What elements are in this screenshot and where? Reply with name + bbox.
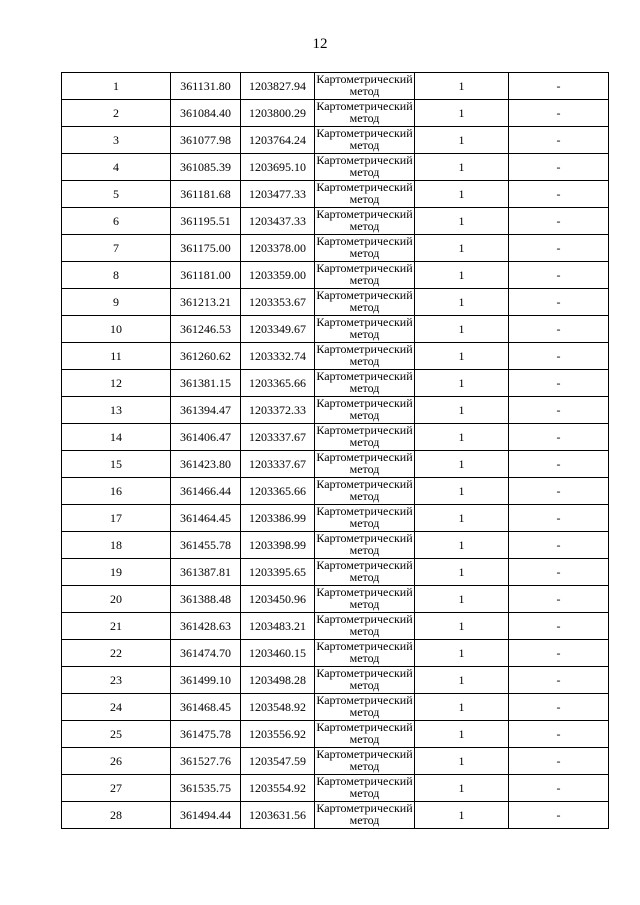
coordinate-x-cell: 361387.81 xyxy=(171,559,241,586)
coordinate-y-cell: 1203827.94 xyxy=(241,73,315,100)
note-cell: - xyxy=(509,505,609,532)
method-cell: Картометрический метод xyxy=(316,504,413,530)
note-cell: - xyxy=(509,181,609,208)
precision-cell: 1 xyxy=(415,775,509,802)
point-number-cell: 22 xyxy=(62,640,171,667)
point-number-cell: 26 xyxy=(62,748,171,775)
note-cell: - xyxy=(509,289,609,316)
table-row xyxy=(62,451,609,478)
point-number-cell: 10 xyxy=(62,316,171,343)
coordinate-x-cell: 361195.51 xyxy=(171,208,241,235)
coordinate-x-cell: 361499.10 xyxy=(171,667,241,694)
table-row xyxy=(62,532,609,559)
precision-cell: 1 xyxy=(415,721,509,748)
precision-cell: 1 xyxy=(415,343,509,370)
method-cell: Картометрический метод xyxy=(316,720,413,746)
method-cell: Картометрический метод xyxy=(316,585,413,611)
page-number: 12 xyxy=(312,36,328,52)
point-number-cell: 8 xyxy=(62,262,171,289)
method-cell: Картометрический метод xyxy=(316,72,413,98)
method-cell: Картометрический метод xyxy=(316,153,413,179)
coordinate-y-cell: 1203460.15 xyxy=(241,640,315,667)
precision-cell: 1 xyxy=(415,451,509,478)
coordinates-table xyxy=(61,72,609,829)
note-cell: - xyxy=(509,316,609,343)
coordinate-x-cell: 361464.45 xyxy=(171,505,241,532)
coordinate-y-cell: 1203395.65 xyxy=(241,559,315,586)
coordinate-y-cell: 1203498.28 xyxy=(241,667,315,694)
method-cell: Картометрический метод xyxy=(316,423,413,449)
coordinate-y-cell: 1203365.66 xyxy=(241,370,315,397)
table-row xyxy=(62,559,609,586)
table-row xyxy=(62,667,609,694)
coordinate-x-cell: 361527.76 xyxy=(171,748,241,775)
coordinate-y-cell: 1203365.66 xyxy=(241,478,315,505)
table-row xyxy=(62,586,609,613)
table-row xyxy=(62,721,609,748)
note-cell: - xyxy=(509,154,609,181)
coordinate-x-cell: 361394.47 xyxy=(171,397,241,424)
note-cell: - xyxy=(509,343,609,370)
method-cell: Картометрический метод xyxy=(316,396,413,422)
table-row xyxy=(62,154,609,181)
coordinate-y-cell: 1203483.21 xyxy=(241,613,315,640)
note-cell: - xyxy=(509,532,609,559)
point-number-cell: 3 xyxy=(62,127,171,154)
table-row xyxy=(62,289,609,316)
method-cell: Картометрический метод xyxy=(316,126,413,152)
coordinate-y-cell: 1203695.10 xyxy=(241,154,315,181)
note-cell: - xyxy=(509,478,609,505)
precision-cell: 1 xyxy=(415,397,509,424)
table-row xyxy=(62,262,609,289)
precision-cell: 1 xyxy=(415,586,509,613)
method-cell: Картометрический метод xyxy=(316,612,413,638)
note-cell: - xyxy=(509,208,609,235)
precision-cell: 1 xyxy=(415,667,509,694)
method-cell: Картометрический метод xyxy=(316,315,413,341)
coordinate-y-cell: 1203349.67 xyxy=(241,316,315,343)
method-cell: Картометрический метод xyxy=(316,774,413,800)
coordinate-x-cell: 361246.53 xyxy=(171,316,241,343)
coordinate-x-cell: 361131.80 xyxy=(171,73,241,100)
point-number-cell: 23 xyxy=(62,667,171,694)
point-number-cell: 5 xyxy=(62,181,171,208)
table-row xyxy=(62,694,609,721)
note-cell: - xyxy=(509,802,609,829)
precision-cell: 1 xyxy=(415,289,509,316)
coordinate-x-cell: 361085.39 xyxy=(171,154,241,181)
note-cell: - xyxy=(509,100,609,127)
method-cell: Картометрический метод xyxy=(316,234,413,260)
coordinate-x-cell: 361455.78 xyxy=(171,532,241,559)
coordinates-table-body xyxy=(62,73,609,829)
coordinate-x-cell: 361474.70 xyxy=(171,640,241,667)
coordinate-x-cell: 361181.68 xyxy=(171,181,241,208)
note-cell: - xyxy=(509,721,609,748)
coordinate-y-cell: 1203372.33 xyxy=(241,397,315,424)
coordinate-y-cell: 1203450.96 xyxy=(241,586,315,613)
method-cell: Картометрический метод xyxy=(316,747,413,773)
table-row xyxy=(62,640,609,667)
note-cell: - xyxy=(509,613,609,640)
precision-cell: 1 xyxy=(415,478,509,505)
coordinate-x-cell: 361260.62 xyxy=(171,343,241,370)
coordinate-y-cell: 1203386.99 xyxy=(241,505,315,532)
precision-cell: 1 xyxy=(415,802,509,829)
coordinate-x-cell: 361084.40 xyxy=(171,100,241,127)
table-row xyxy=(62,613,609,640)
method-cell: Картометрический метод xyxy=(316,180,413,206)
coordinate-y-cell: 1203398.99 xyxy=(241,532,315,559)
point-number-cell: 14 xyxy=(62,424,171,451)
point-number-cell: 18 xyxy=(62,532,171,559)
table-row xyxy=(62,802,609,829)
coordinate-x-cell: 361388.48 xyxy=(171,586,241,613)
point-number-cell: 1 xyxy=(62,73,171,100)
coordinate-y-cell: 1203353.67 xyxy=(241,289,315,316)
precision-cell: 1 xyxy=(415,73,509,100)
point-number-cell: 20 xyxy=(62,586,171,613)
method-cell: Картометрический метод xyxy=(316,531,413,557)
precision-cell: 1 xyxy=(415,181,509,208)
point-number-cell: 28 xyxy=(62,802,171,829)
precision-cell: 1 xyxy=(415,532,509,559)
coordinate-y-cell: 1203337.67 xyxy=(241,424,315,451)
coordinate-y-cell: 1203547.59 xyxy=(241,748,315,775)
method-cell: Картометрический метод xyxy=(316,99,413,125)
table-row xyxy=(62,748,609,775)
coordinate-y-cell: 1203437.33 xyxy=(241,208,315,235)
table-row xyxy=(62,478,609,505)
method-cell: Картометрический метод xyxy=(316,801,413,827)
note-cell: - xyxy=(509,640,609,667)
precision-cell: 1 xyxy=(415,127,509,154)
point-number-cell: 7 xyxy=(62,235,171,262)
point-number-cell: 17 xyxy=(62,505,171,532)
coordinate-x-cell: 361381.15 xyxy=(171,370,241,397)
table-row xyxy=(62,370,609,397)
point-number-cell: 9 xyxy=(62,289,171,316)
point-number-cell: 24 xyxy=(62,694,171,721)
precision-cell: 1 xyxy=(415,370,509,397)
point-number-cell: 27 xyxy=(62,775,171,802)
point-number-cell: 16 xyxy=(62,478,171,505)
table-row xyxy=(62,397,609,424)
coordinate-y-cell: 1203554.92 xyxy=(241,775,315,802)
method-cell: Картометрический метод xyxy=(316,261,413,287)
precision-cell: 1 xyxy=(415,154,509,181)
point-number-cell: 19 xyxy=(62,559,171,586)
point-number-cell: 4 xyxy=(62,154,171,181)
table-row xyxy=(62,316,609,343)
coordinate-x-cell: 361181.00 xyxy=(171,262,241,289)
point-number-cell: 13 xyxy=(62,397,171,424)
coordinate-x-cell: 361468.45 xyxy=(171,694,241,721)
point-number-cell: 15 xyxy=(62,451,171,478)
note-cell: - xyxy=(509,748,609,775)
note-cell: - xyxy=(509,235,609,262)
precision-cell: 1 xyxy=(415,100,509,127)
method-cell: Картометрический метод xyxy=(316,639,413,665)
coordinate-y-cell: 1203800.29 xyxy=(241,100,315,127)
precision-cell: 1 xyxy=(415,262,509,289)
precision-cell: 1 xyxy=(415,748,509,775)
coordinate-x-cell: 361077.98 xyxy=(171,127,241,154)
note-cell: - xyxy=(509,262,609,289)
point-number-cell: 6 xyxy=(62,208,171,235)
method-cell: Картометрический метод xyxy=(316,288,413,314)
note-cell: - xyxy=(509,559,609,586)
table-row xyxy=(62,235,609,262)
point-number-cell: 11 xyxy=(62,343,171,370)
note-cell: - xyxy=(509,694,609,721)
coordinate-y-cell: 1203378.00 xyxy=(241,235,315,262)
table-row xyxy=(62,181,609,208)
point-number-cell: 21 xyxy=(62,613,171,640)
coordinate-y-cell: 1203548.92 xyxy=(241,694,315,721)
precision-cell: 1 xyxy=(415,694,509,721)
precision-cell: 1 xyxy=(415,505,509,532)
method-cell: Картометрический метод xyxy=(316,369,413,395)
method-cell: Картометрический метод xyxy=(316,207,413,233)
precision-cell: 1 xyxy=(415,235,509,262)
coordinate-y-cell: 1203477.33 xyxy=(241,181,315,208)
coordinate-x-cell: 361494.44 xyxy=(171,802,241,829)
coordinate-y-cell: 1203337.67 xyxy=(241,451,315,478)
coordinate-x-cell: 361466.44 xyxy=(171,478,241,505)
coordinate-x-cell: 361423.80 xyxy=(171,451,241,478)
note-cell: - xyxy=(509,127,609,154)
method-cell: Картометрический метод xyxy=(316,666,413,692)
method-cell: Картометрический метод xyxy=(316,450,413,476)
method-cell: Картометрический метод xyxy=(316,693,413,719)
coordinate-x-cell: 361428.63 xyxy=(171,613,241,640)
table-row xyxy=(62,208,609,235)
coordinate-y-cell: 1203764.24 xyxy=(241,127,315,154)
note-cell: - xyxy=(509,424,609,451)
table-row xyxy=(62,505,609,532)
note-cell: - xyxy=(509,370,609,397)
coordinate-x-cell: 361535.75 xyxy=(171,775,241,802)
note-cell: - xyxy=(509,451,609,478)
note-cell: - xyxy=(509,667,609,694)
precision-cell: 1 xyxy=(415,208,509,235)
table-row xyxy=(62,73,609,100)
precision-cell: 1 xyxy=(415,424,509,451)
note-cell: - xyxy=(509,586,609,613)
method-cell: Картометрический метод xyxy=(316,477,413,503)
coordinate-y-cell: 1203359.00 xyxy=(241,262,315,289)
method-cell: Картометрический метод xyxy=(316,342,413,368)
coordinate-y-cell: 1203332.74 xyxy=(241,343,315,370)
table-row xyxy=(62,343,609,370)
coordinate-x-cell: 361406.47 xyxy=(171,424,241,451)
note-cell: - xyxy=(509,397,609,424)
precision-cell: 1 xyxy=(415,613,509,640)
table-row xyxy=(62,775,609,802)
note-cell: - xyxy=(509,73,609,100)
point-number-cell: 2 xyxy=(62,100,171,127)
coordinate-x-cell: 361475.78 xyxy=(171,721,241,748)
table-row xyxy=(62,127,609,154)
precision-cell: 1 xyxy=(415,316,509,343)
coordinate-x-cell: 361175.00 xyxy=(171,235,241,262)
point-number-cell: 25 xyxy=(62,721,171,748)
note-cell: - xyxy=(509,775,609,802)
table-row xyxy=(62,424,609,451)
precision-cell: 1 xyxy=(415,640,509,667)
table-row xyxy=(62,100,609,127)
coordinate-y-cell: 1203631.56 xyxy=(241,802,315,829)
method-cell: Картометрический метод xyxy=(316,558,413,584)
coordinate-x-cell: 361213.21 xyxy=(171,289,241,316)
point-number-cell: 12 xyxy=(62,370,171,397)
coordinate-y-cell: 1203556.92 xyxy=(241,721,315,748)
precision-cell: 1 xyxy=(415,559,509,586)
